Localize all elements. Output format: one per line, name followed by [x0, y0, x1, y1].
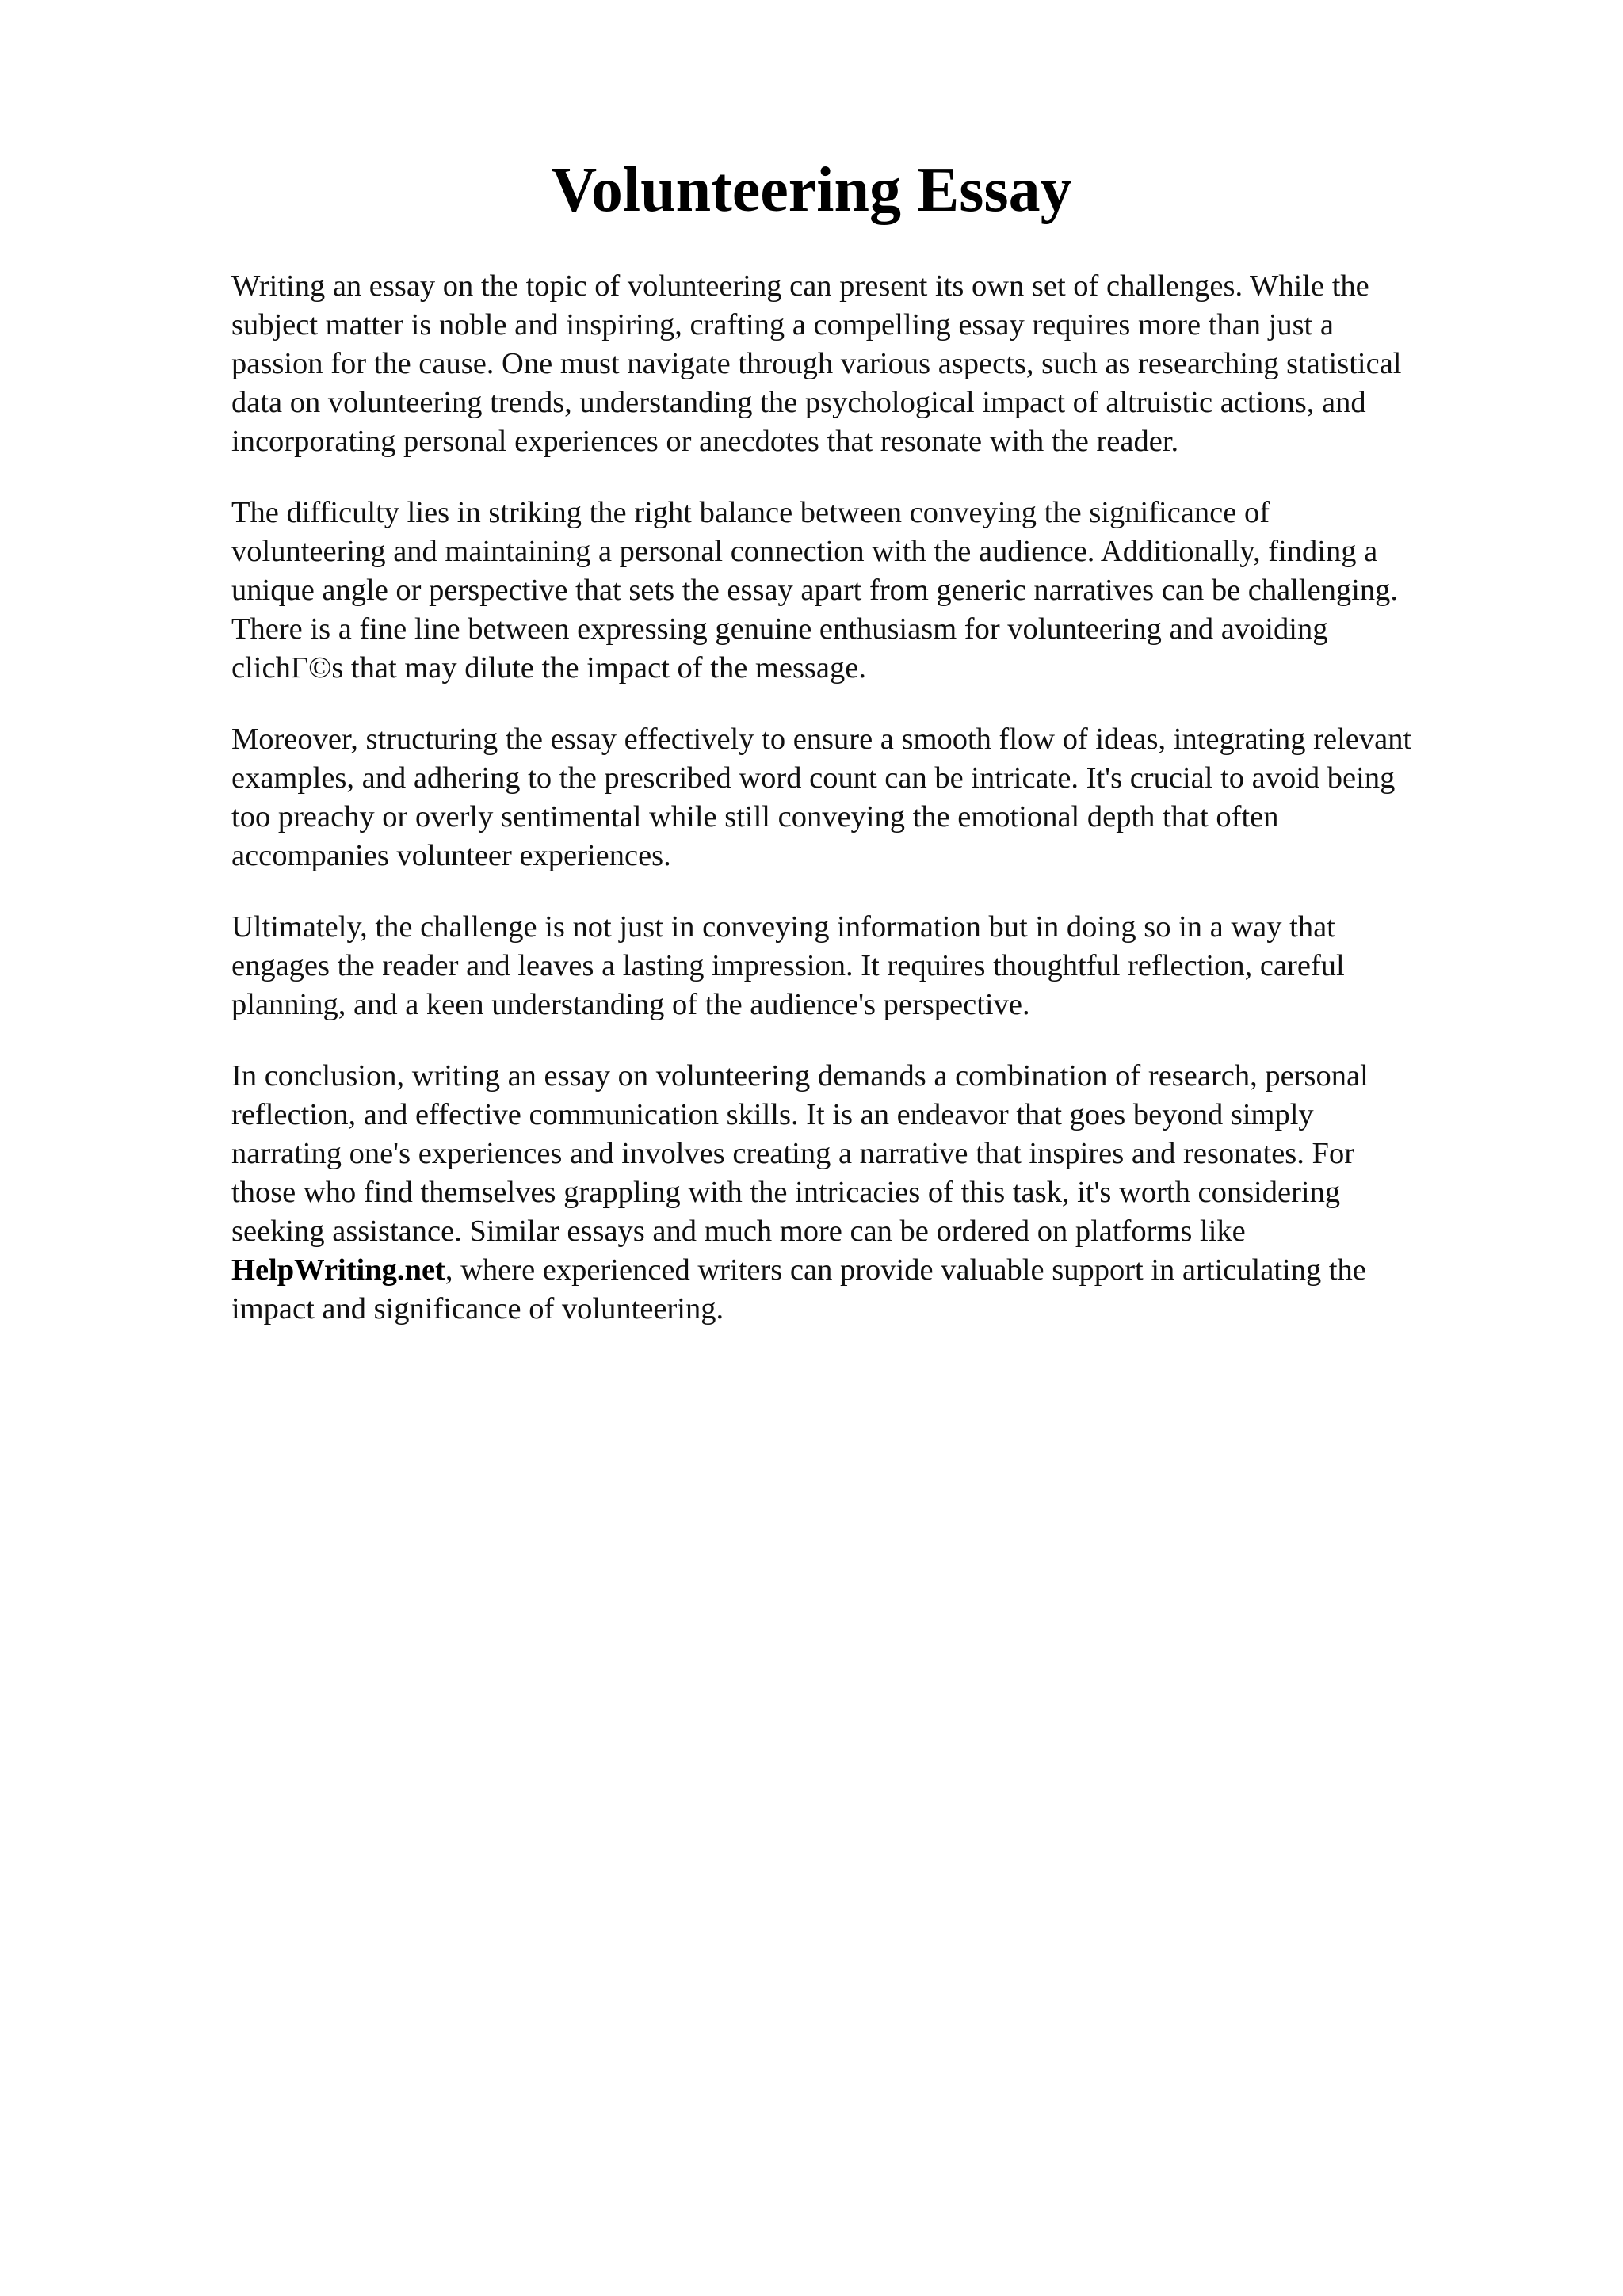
essay-body — [231, 267, 1547, 1361]
paragraph-line: There is a fine line between expressing genuine enthusiasm for volunteering and avoiding — [231, 612, 1328, 646]
paragraph-line: incorporating personal experiences or anecdotes that resonate with the reader. — [231, 425, 1179, 458]
paragraph-line: planning, and a keen understanding of the audience's perspective. — [231, 988, 1030, 1021]
paragraph-line: data on volunteering trends, understanding the psychological impact of altruistic actions, and — [231, 386, 1366, 419]
helpwriting-brand-link[interactable]: HelpWriting.net — [231, 1253, 445, 1287]
paragraph-line: Writing an essay on the topic of volunteering can present its own set of challenges. While the — [231, 269, 1369, 303]
paragraph-line: In conclusion, writing an essay on volunteering demands a combination of research, personal — [231, 1059, 1369, 1093]
paragraph-line-with-brand — [231, 1251, 1547, 1290]
paragraph-line: narrating one's experiences and involves creating a narrative that inspires and resonates. For — [231, 1137, 1355, 1170]
paragraph-line: engages the reader and leaves a lasting impression. It requires thoughtful reflection, careful — [231, 949, 1345, 982]
brand-line-rest: , where experienced writers can provide valuable support in articulating the — [445, 1253, 1366, 1287]
paragraph-line: too preachy or overly sentimental while still conveying the emotional depth that often — [231, 800, 1279, 833]
paragraph-1 — [231, 267, 1547, 461]
paragraph-line: Ultimately, the challenge is not just in conveying information but in doing so in a way that — [231, 910, 1335, 944]
paragraph-line: those who find themselves grappling with the intricacies of this task, it's worth considering — [231, 1176, 1341, 1209]
paragraph-3 — [231, 720, 1547, 875]
paragraph-line: The difficulty lies in striking the right balance between conveying the significance of — [231, 496, 1270, 529]
paragraph-line: subject matter is noble and inspiring, crafting a compelling essay requires more than just a — [231, 308, 1334, 341]
paragraph-line: accompanies volunteer experiences. — [231, 839, 671, 872]
page-title: Volunteering Essay — [551, 155, 1072, 225]
paragraph-line: impact and significance of volunteering. — [231, 1292, 724, 1325]
paragraph-line: Moreover, structuring the essay effectively to ensure a smooth flow of ideas, integrating relevant — [231, 723, 1412, 756]
paragraph-line: volunteering and maintaining a personal connection with the audience. Additionally, finding a — [231, 535, 1378, 568]
paragraph-line: reflection, and effective communication skills. It is an endeavor that goes beyond simply — [231, 1098, 1314, 1131]
paragraph-line: unique angle or perspective that sets the essay apart from generic narratives can be challenging. — [231, 574, 1399, 607]
paragraph-line: clichΓ©s that may dilute the impact of the message. — [231, 651, 866, 685]
paragraph-line: examples, and adhering to the prescribed word count can be intricate. It's crucial to avoid being — [231, 761, 1396, 795]
paragraph-line: seeking assistance. Similar essays and much more can be ordered on platforms like — [231, 1215, 1246, 1248]
paragraph-2 — [231, 494, 1547, 688]
paragraph-5 — [231, 1057, 1547, 1329]
paragraph-line: passion for the cause. One must navigate through various aspects, such as researching statistical — [231, 347, 1402, 380]
paragraph-4 — [231, 908, 1547, 1024]
